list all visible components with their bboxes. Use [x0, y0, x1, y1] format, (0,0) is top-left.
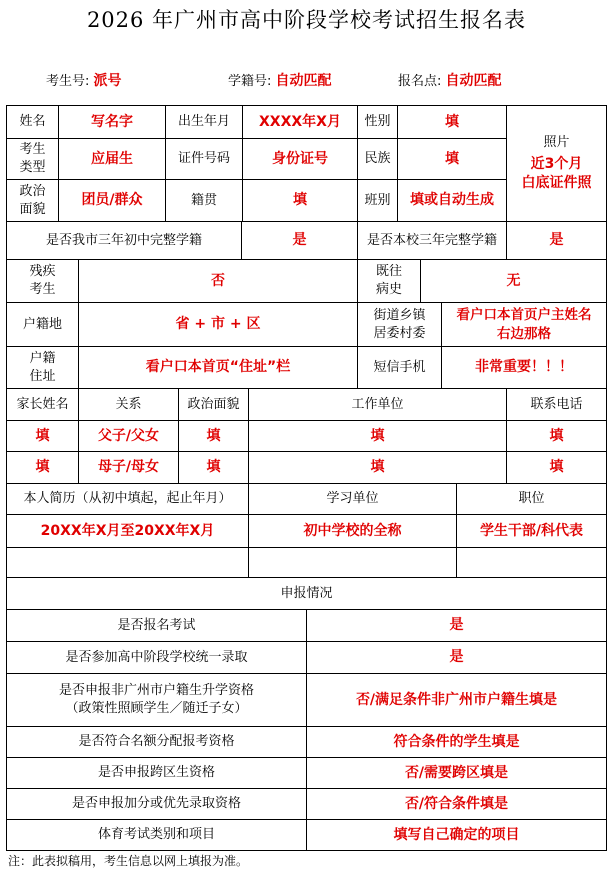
family-header-work: 工作单位	[248, 388, 507, 421]
birth-label: 出生年月	[165, 105, 243, 139]
political-value: 团员/群众	[58, 179, 166, 222]
declaration-value: 是	[306, 641, 607, 674]
school-3yr-label: 是否本校三年完整学籍	[357, 221, 507, 260]
family-cell: 填	[6, 420, 79, 452]
declaration-label: 是否申报非广州市户籍生升学资格 （政策性照顾学生／随迁子女）	[6, 673, 307, 727]
family-cell: 填	[248, 451, 507, 484]
family-cell: 填	[178, 451, 249, 484]
disabled-value: 否	[78, 259, 358, 303]
family-cell: 填	[506, 420, 607, 452]
sms-value: 非常重要！！！	[441, 346, 607, 389]
footer-note: 注：此表拟稿用，考生信息以网上填报为准。	[8, 854, 249, 868]
declaration-value: 否/满足条件非广州市户籍生填是	[306, 673, 607, 727]
resume-header-period: 本人简历（从初中填起，起止年月）	[6, 483, 249, 515]
resume-header-school: 学习单位	[248, 483, 457, 515]
exam-number-label: 考生号:	[46, 74, 90, 89]
type-label: 考生 类型	[6, 138, 59, 180]
declaration-label: 是否符合名额分配报考资格	[6, 726, 307, 758]
declaration-value: 否/符合条件填是	[306, 788, 607, 820]
declaration-label: 是否报名考试	[6, 609, 307, 642]
school-3yr-value: 是	[506, 221, 607, 260]
city-3yr-value: 是	[241, 221, 358, 260]
class-label: 班别	[357, 179, 398, 222]
birth-value: XXXX年X月	[242, 105, 358, 139]
family-cell: 填	[6, 451, 79, 484]
form-title: 2026 年广州市高中阶段学校考试招生报名表	[86, 8, 527, 32]
address-value: 看户口本首页“住址”栏	[78, 346, 358, 389]
name-label: 姓名	[6, 105, 59, 139]
resume-cell	[248, 547, 457, 578]
ethnic-value: 填	[397, 138, 507, 180]
declaration-value: 是	[306, 609, 607, 642]
registration-site	[398, 70, 502, 90]
resume-cell: 初中学校的全称	[248, 514, 457, 548]
declaration-label: 体育考试类别和项目	[6, 819, 307, 851]
history-value: 无	[420, 259, 607, 303]
declaration-label: 是否申报加分或优先录取资格	[6, 788, 307, 820]
resume-cell: 20XX年X月至20XX年X月	[6, 514, 249, 548]
student-number-value: 自动匹配	[275, 73, 332, 89]
class-value: 填或自动生成	[397, 179, 507, 222]
family-cell: 填	[248, 420, 507, 452]
political-label: 政治 面貌	[6, 179, 59, 222]
family-header-name: 家长姓名	[6, 388, 79, 421]
name-value: 写名字	[58, 105, 166, 139]
declaration-value: 否/需要跨区填是	[306, 757, 607, 789]
family-header-political: 政治面貌	[178, 388, 249, 421]
resume-header-position: 职位	[456, 483, 607, 515]
photo-requirement: 近3个月 白底证件照	[521, 155, 592, 191]
address-label: 户籍 住址	[6, 346, 79, 389]
family-cell: 填	[506, 451, 607, 484]
disabled-label: 残疾 考生	[6, 259, 79, 303]
gender-value: 填	[397, 105, 507, 139]
student-number-label: 学籍号:	[228, 74, 272, 89]
family-header-phone: 联系电话	[506, 388, 607, 421]
declaration-label: 是否参加高中阶段学校统一录取	[6, 641, 307, 674]
registration-site-value: 自动匹配	[445, 73, 502, 89]
native-value: 填	[242, 179, 358, 222]
exam-number	[46, 70, 122, 90]
sms-label: 短信手机	[357, 346, 442, 389]
street-value: 看户口本首页户主姓名 右边那格	[441, 302, 607, 347]
family-header-relation: 关系	[78, 388, 179, 421]
resume-cell	[6, 547, 249, 578]
declaration-value: 填写自己确定的项目	[306, 819, 607, 851]
photo-box	[506, 105, 607, 222]
history-label: 既往 病史	[357, 259, 421, 303]
family-cell: 父子/父女	[78, 420, 179, 452]
declaration-title: 申报情况	[6, 577, 607, 610]
exam-number-value: 派号	[93, 73, 122, 89]
id-value: 身份证号	[242, 138, 358, 180]
resume-cell: 学生干部/科代表	[456, 514, 607, 548]
ethnic-label: 民族	[357, 138, 398, 180]
street-label: 街道乡镇 居委村委	[357, 302, 442, 347]
resume-cell	[456, 547, 607, 578]
gender-label: 性别	[357, 105, 398, 139]
native-label: 籍贯	[165, 179, 243, 222]
type-value: 应届生	[58, 138, 166, 180]
hukou-label: 户籍地	[6, 302, 79, 347]
id-label: 证件号码	[165, 138, 243, 180]
student-number	[228, 70, 332, 90]
city-3yr-label: 是否我市三年初中完整学籍	[6, 221, 242, 260]
registration-site-label: 报名点:	[398, 74, 442, 89]
declaration-label: 是否申报跨区生资格	[6, 757, 307, 789]
hukou-value: 省 + 市 + 区	[78, 302, 358, 347]
family-cell: 母子/母女	[78, 451, 179, 484]
declaration-value: 符合条件的学生填是	[306, 726, 607, 758]
photo-label: 照片	[543, 135, 570, 151]
family-cell: 填	[178, 420, 249, 452]
